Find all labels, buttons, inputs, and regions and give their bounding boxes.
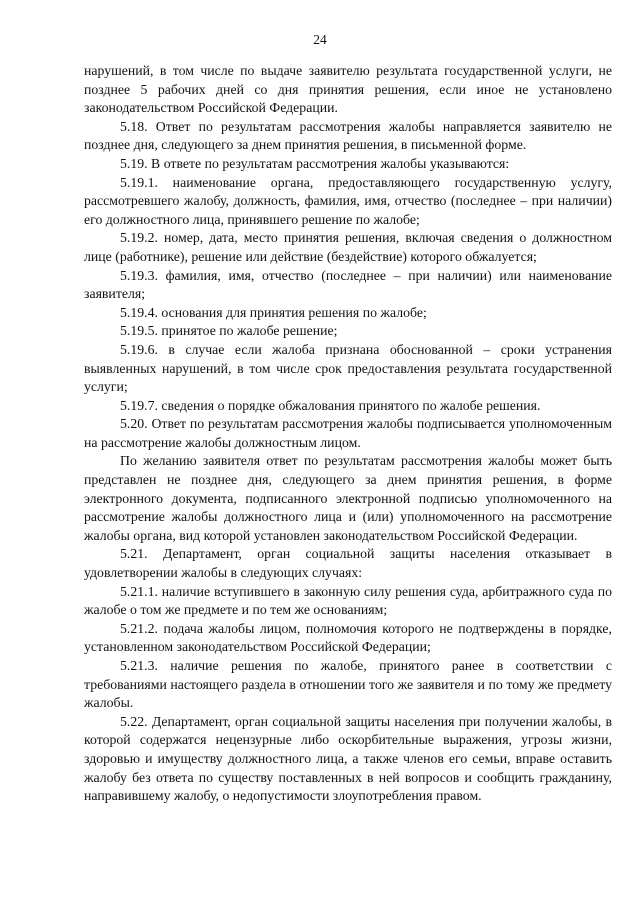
paragraph-5-19: 5.19. В ответе по результатам рассмотрения жалобы указываются: [120, 155, 510, 171]
paragraph-5-22: 5.22. Департамент, орган социальной защиты населения при получении жалобы, в которой содержатся нецензурные либо оскорбительные выражения, угрозы жизни, здоровью и имуществу должностного лица, а также членов его семьи, вправе оставить жалобу без ответа по существу поставленных в ней вопросов и сообщить гражданину, направившему жалобу, о недопустимости злоупотребления правом. [84, 713, 612, 804]
paragraph-5-19-6: 5.19.6. в случае если жалоба признана обоснованной – сроки устранения выявленных нарушений, в том числе срок предоставления результата государственной услуги; [84, 341, 612, 395]
page-number: 24 [313, 32, 327, 47]
paragraph-5-19-1: 5.19.1. наименование органа, предоставляющего государственную услугу, рассмотревшего жалобу, должность, фамилия, имя, отчество (последнее – при наличии) его должностного лица, принявшего решение по жалобе; [84, 174, 612, 227]
document-body [84, 62, 612, 806]
paragraph-electronic-response: По желанию заявителя ответ по результатам рассмотрения жалобы может быть представлен не позднее дня, следующего за днем принятия решения, в форме электронного документа, подписанного электронной подписью уполномоченного на рассмотрение жалобы должностного лица и (или) уполномоченного на рассмотрение жалобы органа, вид которой установлен законодательством Российской Федерации. [84, 453, 612, 543]
paragraph-5-21: 5.21. Департамент, орган социальной защиты населения отказывает в удовлетворении жалобы в следующих случаях: [84, 546, 612, 581]
paragraph-5-19-3: 5.19.3. фамилия, имя, отчество (последнее – при наличии) или наименование заявителя; [84, 267, 612, 302]
paragraph-5-19-2: 5.19.2. номер, дата, место принятия решения, включая сведения о должностном лице (работнике), решение или действие (бездействие) которого обжалуется; [84, 230, 612, 264]
paragraph-5-19-7: 5.19.7. сведения о порядке обжалования принятого по жалобе решения. [120, 397, 541, 413]
paragraph-5-21-1: 5.21.1. наличие вступившего в законную силу решения суда, арбитражного суда по жалобе о том же предмете и по тем же основаниям; [84, 583, 612, 618]
paragraph-5-19-4: 5.19.4. основания для принятия решения по жалобе; [120, 304, 427, 320]
paragraph-continuation: нарушений, в том числе по выдаче заявителю результата государственной услуги, не позднее 5 рабочих дней со дня принятия решения, если иное не установлено законодательством Российской Федерации. [84, 63, 612, 116]
paragraph-5-21-2: 5.21.2. подача жалобы лицом, полномочия которого не подтверждены в порядке, установленном законодательством Российской Федерации; [84, 620, 612, 655]
paragraph-5-18: 5.18. Ответ по результатам рассмотрения жалобы направляется заявителю не позднее дня, следующего за днем принятия решения, в письменной форме. [84, 118, 612, 153]
paragraph-5-21-3: 5.21.3. наличие решения по жалобе, принятого ранее в соответствии с требованиями настоящего раздела в отношении того же заявителя и по тому же предмету жалобы. [84, 658, 612, 711]
paragraph-5-19-5: 5.19.5. принятое по жалобе решение; [120, 323, 338, 339]
paragraph-5-20: 5.20. Ответ по результатам рассмотрения жалобы подписывается уполномоченным на рассмотрение жалобы должностным лицом. [84, 416, 612, 450]
